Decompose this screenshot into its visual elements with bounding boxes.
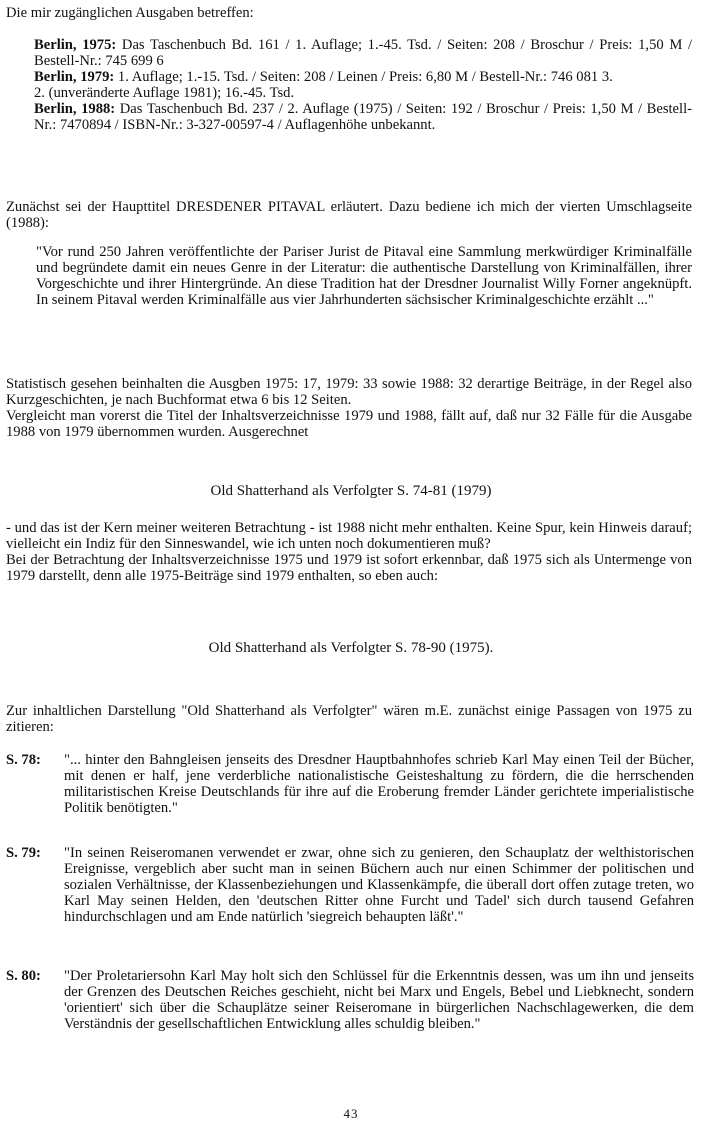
- paragraph-core: [6, 520, 692, 584]
- citation-text: "In seinen Reiseromanen verwendet er zwar, ohne sich zu genieren, den Schauplatz der welthistorischen Ereignisse, vergeblich aber sucht man in seinen Büchern auch nur einen Schimmer der politischen und sozialen Verhältnisse, der Klassenbeziehungen und Klassenkämpfe, die überall dort offen zutage treten, wo Karl May seinen Helden, den 'deutschen Ritter ohne Furcht und Tadel' sich durch tausend Gefahren hindurchschlagen und am Ende natürlich 'siegreich behaupten läßt'.": [64, 845, 694, 925]
- centered-title-1975: Old Shatterhand als Verfolgter S. 78-90 (1975).: [208, 640, 494, 656]
- citation-ref: S. 80:: [6, 968, 41, 984]
- paragraph-statistics: [6, 376, 692, 440]
- paragraph-statistics-text: Statistisch gesehen beinhalten die Ausgben 1975: 17, 1979: 33 sowie 1988: 32 derartige Beiträge, in der Regel also Kurzgeschichten, je nach Buchformat etwa 6 bis 12 Seiten.: [6, 376, 692, 408]
- edition-label: Berlin, 1988:: [34, 101, 116, 117]
- paragraph-comparison-text: Vergleicht man vorerst die Titel der Inhaltsverzeichnisse 1979 und 1988, fällt auf, daß nur 32 Fälle für die Ausgabe 1988 von 1979 übernommen wurden. Ausgerechnet: [6, 408, 692, 440]
- paragraph-citations-intro: Zur inhaltlichen Darstellung "Old Shatterhand als Verfolgter" wären m.E. zunächst einige Passagen von 1975 zu zitieren:: [6, 703, 692, 735]
- edition-entry: [34, 69, 692, 85]
- edition-text: Das Taschenbuch Bd. 161 / 1. Auflage; 1.-45. Tsd. / Seiten: 208 / Broschur / Preis: 1,50 M / Bestell-Nr.: 745 699 6: [34, 37, 692, 69]
- edition-entry: [34, 37, 692, 69]
- editions-list: [34, 37, 692, 133]
- citation-ref: S. 78:: [6, 752, 41, 768]
- paragraph-core-text: - und das ist der Kern meiner weiteren Betrachtung - ist 1988 nicht mehr enthalten. Keine Spur, kein Hinweis darauf; vielleicht ein Indiz für den Sinneswandel, wie ich unten noch dokumentieren muß?: [6, 520, 692, 552]
- intro-line: Die mir zugänglichen Ausgaben betreffen:: [6, 5, 254, 21]
- edition-entry: [34, 85, 692, 101]
- citation-ref: S. 79:: [6, 845, 41, 861]
- centered-title-1979: Old Shatterhand als Verfolgter S. 74-81 (1979): [210, 483, 492, 499]
- paragraph-pitaval-intro: Zunächst sei der Haupttitel DRESDENER PITAVAL erläutert. Dazu bediene ich mich der vierten Umschlagseite (1988):: [6, 199, 692, 231]
- edition-entry: [34, 101, 692, 133]
- paragraph-subset-text: Bei der Betrachtung der Inhaltsverzeichnisse 1975 und 1979 ist sofort erkennbar, daß 1975 sich als Untermenge von 1979 darstellt, denn alle 1975-Beiträge sind 1979 enthalten, so eben auch:: [6, 552, 692, 584]
- edition-text: 2. (unveränderte Auflage 1981); 16.-45. Tsd.: [34, 85, 295, 101]
- quote-back-cover: "Vor rund 250 Jahren veröffentlichte der Pariser Jurist de Pitaval eine Sammlung merkwürdiger Kriminalfälle und begründete damit ein neues Genre in der Literatur: die authentische Darstellung von Kriminalfällen, ihrer Vorgeschichte und ihrer Hintergründe. An diese Tradition hat der Dresdner Journalist Willy Forner angeknüpft. In seinem Pitaval werden Kriminalfälle aus vier Jahrhunderten sächsischer Kriminalgeschichte erzählt ...": [36, 244, 692, 308]
- edition-text: Das Taschenbuch Bd. 237 / 2. Auflage (1975) / Seiten: 192 / Broschur / Preis: 1,50 M / Bestell-Nr.: 7470894 / ISBN-Nr.: 3-327-00597-4 / Auflagenhöhe unbekannt.: [34, 101, 693, 133]
- edition-text: 1. Auflage; 1.-15. Tsd. / Seiten: 208 / Leinen / Preis: 6,80 M / Bestell-Nr.: 746 081 3.: [114, 69, 613, 85]
- citation-text: "... hinter den Bahngleisen jenseits des Dresdner Hauptbahnhofes schrieb Karl May einen Teil der Bücher, mit denen er half, jene verderbliche nationalistische Geisteshaltung zu fördern, die die herrschenden militaristischen Kreise Deutschlands für ihre auf die Eroberung fremder Länder gerichtete imperialistische Politik benötigten.": [64, 752, 694, 816]
- page-number: 43: [343, 1106, 359, 1121]
- edition-label: Berlin, 1975:: [34, 37, 117, 53]
- citation-text: "Der Proletariersohn Karl May holt sich den Schlüssel für die Erkenntnis dessen, was um ihn und jenseits der Grenzen des Deutschen Reiches geschieht, nicht bei Marx und Engels, Bebel und Liebknecht, sondern 'orientiert' sich über die Schauplätze seiner Reiseromane in bürgerlichen Nachschlagewerken, die dem Verständnis der gesellschaftlichen Entwicklung alles schuldig bleiben.": [64, 968, 694, 1032]
- edition-label: Berlin, 1979:: [34, 69, 115, 85]
